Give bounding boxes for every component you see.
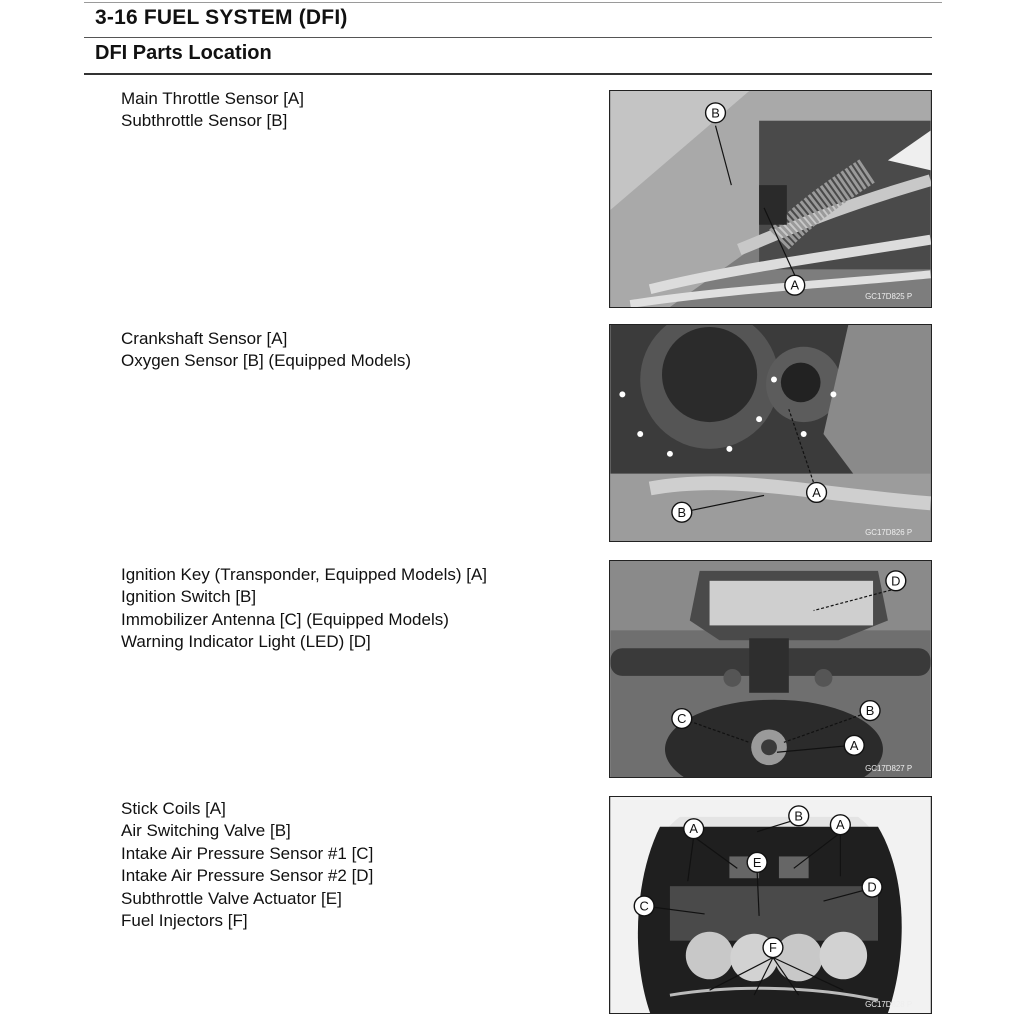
figure-code: GC17D827 P [865,764,913,774]
svg-text:B: B [865,703,875,719]
parts-list [121,798,373,932]
svg-text:A: A [790,277,800,293]
figure-code: GC17D825 P [865,292,913,302]
svg-text:C: C [639,898,649,914]
callout-a [844,735,864,755]
chapter-rule [84,37,932,38]
photo-throttle-sensors-drawing [610,91,931,307]
callout-b [789,806,809,826]
part-label: Ignition Switch [B] [121,587,257,607]
svg-text:B: B [677,504,687,520]
callout-a-right [830,815,850,835]
svg-text:A: A [849,737,859,753]
part-label: Crankshaft Sensor [A] [121,329,288,348]
part-label: Immobilizer Antenna [C] (Equipped Models) [121,609,449,629]
chapter-title: 3-16 FUEL SYSTEM (DFI) [95,6,348,29]
svg-text:E: E [752,854,762,870]
svg-text:C: C [677,711,687,727]
part-label: Ignition Key (Transponder, Equipped Models) [A] [121,565,488,584]
part-label: Main Throttle Sensor [A] [121,89,304,108]
part-label: Intake Air Pressure Sensor #1 [C] [121,843,374,863]
photo-crankshaft-oxygen [609,324,932,542]
svg-text:A: A [812,484,821,500]
figure-code: GC17D826 P [865,528,913,538]
callout-c [634,896,654,916]
photo-coils-injectors-drawing [610,797,931,1013]
part-label: Warning Indicator Light (LED) [D] [121,632,371,652]
parts-list [121,88,304,133]
part-label: Stick Coils [A] [121,799,226,818]
section-title: DFI Parts Location [95,42,272,64]
callout-a-left [684,819,704,839]
svg-text:D: D [891,573,901,589]
svg-text:A: A [836,817,845,833]
photo-crankshaft-oxygen-drawing [610,325,931,541]
part-label: Air Switching Valve [B] [121,821,291,841]
part-label: Subthrottle Sensor [B] [121,111,288,131]
section-rule [84,73,932,75]
callout-e [747,852,767,872]
part-label: Fuel Injectors [F] [121,911,248,931]
callout-d [886,571,906,591]
callout-d [862,877,882,897]
callout-b [860,701,880,721]
callout-a [785,275,805,295]
figure-code: GC17D828 P [865,1000,913,1010]
part-label: Oxygen Sensor [B] (Equipped Models) [121,351,412,371]
top-rule [84,2,942,3]
photo-ignition [609,560,932,778]
parts-list [121,328,411,373]
photo-throttle-sensors [609,90,932,308]
callout-b [706,103,726,123]
part-label: Subthrottle Valve Actuator [E] [121,888,342,908]
callout-a [807,483,827,503]
svg-text:B: B [711,105,720,121]
callout-c [672,709,692,729]
svg-text:A: A [689,821,699,837]
photo-coils-injectors [609,796,932,1014]
svg-text:D: D [867,879,877,895]
part-label: Intake Air Pressure Sensor #2 [D] [121,866,374,886]
callout-b [672,502,692,522]
parts-list [121,564,487,654]
callout-f [763,938,783,958]
photo-ignition-drawing [610,561,931,777]
svg-text:F: F [769,940,777,956]
svg-text:B: B [794,808,804,824]
